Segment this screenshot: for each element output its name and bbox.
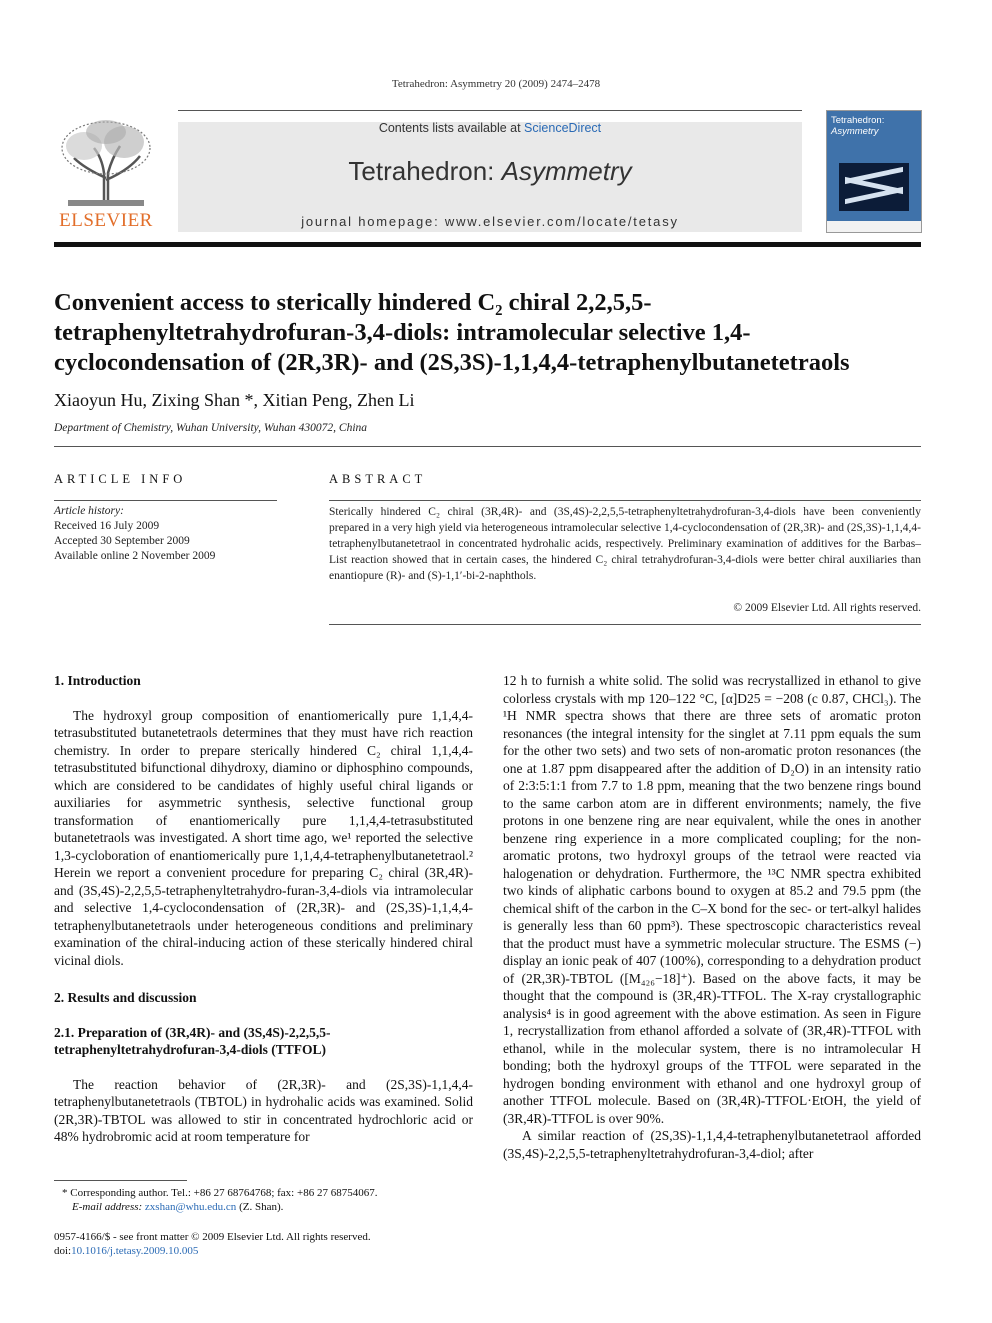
doi-link[interactable]: 10.1016/j.tetasy.2009.10.005 (71, 1245, 199, 1257)
doi-label: doi: (54, 1245, 72, 1257)
section-2-heading: 2. Results and discussion (54, 990, 197, 1005)
intro-paragraph: The hydroxyl group composition of enantiomerically pure 1,1,4,4-tetrasubstituted butanetetraols determines that they must have rich reaction chemistry. In order to prepare sterically hindered C₂ chiral 1,1,4,4-tetrasubstituted bifunctional dihydroxy, diamino or diphosphino compounds, which are considered to be candidates of highly useful chiral ligands or auxiliaries for asymmetric synthesis, selective functional group transformation of enantiomerically pure 1,1,4,4-tetrasubstituted butanetetraols was investigated. A short time ago, we¹ reported the selective 1,3-cycloboration of enantiomerically pure 1,1,4,4-tetraphenylbutanetetraol.² Herein we report a convenient procedure for preparing C₂ chiral (3R,4R)- and (3S,4S)-2,2,5,5-tetraphenyltetrahydro-furan-3,4-diols via intramolecular and selective 1,4-cyclocondensation of (2R,3R)- and (2S,3S)-1,1,4,4-tetraphenylbutanetetraols under heterogeneous conditions and preliminary examination of the chiral-inducing action of these sterically hindered chiral vicinal diols. (54, 707, 473, 968)
publisher-name: ELSEVIER (59, 210, 153, 231)
left-column (54, 672, 473, 1146)
journal-homepage[interactable]: journal homepage: www.elsevier.com/locate/tetasy (301, 214, 679, 229)
results-continued-paragraph: 12 h to furnish a white solid. The solid was recrystallized in ethanol to give colorless crystals with mp 120–122 °C, [α]D25 = −208 (c 0.87, CHCl₃). The ¹H NMR spectra shows that there are three sets of aromatic proton resonances (the integral intensity for the singlet at 7.11 ppm equals the sum for the other two sets) and two sets of non-aromatic proton resonances (the one at 1.87 ppm disappeared after the addition of D₂O) in an intensity ratio of 2:3:5:1:1 from 7.7 to 1.8 ppm, meaning that the two benzene rings bound to the same carbon atom are in different environments; namely, the five protons in one benzene ring are near equivalent, while the ones in another benzene ring experience in a more complicated coupling; for the non-aromatic protons, two hydroxyl groups of the tetraol were reacted via halogenation or dehydration. Furthermore, the ¹³C NMR spectra exhibited two kinds of aliphatic carbons bound to oxygen at 85.2 and 79.5 ppm (the chemical shift of the carbon in the C–X bond for the sec- or tert-alkyl halides is generally less than 60 ppm³). These spectroscopic characteristics reveal that the product must have a symmetric molecular structure. The ESMS (−) display an ionic peak of 407 (100%), corresponding to a dehydration product of (2R,3R)-TBTOL ([M₄₂₆−18]⁺). Based on the above facts, it may be thought that the compound is (3R,4R)-TTFOL. The X-ray crystallographic analysis⁴ is in good agreement with the above estimation. As seen in Figure 1, recrystallization from ethanol afforded a solvate of (3R,4R)-TTFOL with ethanol, while in the molecular system, there is no intramolecular H bonding; both the hydroxyl groups of the TTFOL were separated in the hydrogen bonding environment with ethanol and one hydroxyl group of another TTFOL molecule. Based on (3R,4R)-TTFOL·EtOH, the yield of (3R,4R)-TTFOL is over 90%. (503, 673, 921, 1126)
accepted-date: Accepted 30 September 2009 (54, 535, 190, 547)
article-info-rule (54, 500, 277, 501)
cover-title: Tetrahedron: (831, 115, 885, 126)
section-1-heading: 1. Introduction (54, 673, 141, 688)
contents-line (178, 121, 802, 135)
affiliation: Department of Chemistry, Wuhan University, Wuhan 430072, China (54, 422, 368, 434)
article-info-heading: ARTICLE INFO (54, 472, 187, 486)
footnotes (62, 1186, 482, 1214)
article-history (54, 504, 277, 564)
cover-artwork (839, 163, 909, 211)
journal-name (178, 156, 802, 187)
sciencedirect-link[interactable]: ScienceDirect (524, 121, 602, 135)
corresponding-author-note: * Corresponding author. Tel.: +86 27 68764768; fax: +86 27 68754067. (62, 1187, 378, 1199)
author-list: Xiaoyun Hu, Zixing Shan *, Xitian Peng, Zhen Li (54, 390, 415, 410)
abstract-text: Sterically hindered C₂ chiral (3R,4R)- and (3S,4S)-2,2,5,5-tetraphenyltetrahydrofuran-3,4-diols have been conveniently prepared in a very high yield via heterogeneous intramolecular selective 1,4-cyclocondensation of (2R,3R)- and (2S,3S)-1,1,4,4-tetraphenylbutanetetraol in concentrated hydrohalic acids, respectively. Preliminary examination of additives for the Barbas–List reaction showed that in certain cases, the hindered C₂ chiral tetrahydrofuran-3,4-diols were better chiral auxiliaries than enantiopure (R)- and (S)-1,1′-bi-2-naphthols. (329, 506, 921, 582)
doi-line (54, 1244, 474, 1258)
email-suffix: (Z. Shan). (236, 1201, 284, 1213)
online-date: Available online 2 November 2009 (54, 550, 216, 562)
abstract-heading: ABSTRACT (329, 472, 427, 486)
abstract-top-rule (329, 500, 921, 501)
affiliation-rule (54, 446, 921, 447)
history-label: Article history: (54, 505, 124, 517)
issn-line: 0957-4166/$ - see front matter © 2009 Elsevier Ltd. All rights reserved. (54, 1231, 371, 1243)
similar-reaction-paragraph: A similar reaction of (2S,3S)-1,1,4,4-tetraphenylbutanetetraol afforded (3S,4S)-2,2,5,5-tetraphenyltetrahydrofuran-3,4-diol; after (503, 1128, 921, 1161)
cover-subtitle: Asymmetry (831, 126, 879, 137)
contents-prefix: Contents lists available at (378, 121, 525, 135)
header-thick-rule (54, 242, 921, 247)
journal-name-italic: Asymmetry (501, 156, 632, 186)
email-label: E-mail address: (72, 1201, 145, 1213)
received-date: Received 16 July 2009 (54, 520, 160, 532)
email-note (62, 1200, 482, 1214)
front-matter (54, 1230, 474, 1258)
journal-citation: Tetrahedron: Asymmetry 20 (2009) 2474–2478 (391, 78, 601, 90)
journal-name-main: Tetrahedron: (348, 156, 502, 186)
results-paragraph: The reaction behavior of (2R,3R)- and (2S,3S)-1,1,4,4-tetraphenylbutanetetraols (TBTOL) in hydrohalic acids was examined. Solid (2R,3R)-TBTOL was allowed to stir in concentrated hydrochloric acid or 48% hydrobromic acid at room temperature for (54, 1076, 473, 1144)
section-2-1-heading: 2.1. Preparation of (3R,4R)- and (3S,4S)-2,2,5,5-tetraphenyltetrahydrofuran-3,4-diols (TTFOL) (54, 1024, 331, 1057)
article-title: Convenient access to sterically hindered C₂ chiral 2,2,5,5-tetraphenyltetrahydrofuran-3,4-diols: intramolecular selective 1,4-cyclocondensation of (2R,3R)- and (2S,3S)-1,1,4,4-tetraphenylbutanetetraols (54, 289, 850, 376)
abstract-copyright: © 2009 Elsevier Ltd. All rights reserved. (733, 602, 921, 614)
header-rule (178, 110, 802, 111)
cover-footer-strip (827, 221, 921, 232)
journal-cover-image (826, 110, 922, 233)
author-email-link[interactable]: zxshan@whu.edu.cn (144, 1201, 237, 1213)
abstract-bottom-rule (329, 624, 921, 625)
footnote-rule (54, 1180, 187, 1181)
right-column (503, 672, 921, 1162)
